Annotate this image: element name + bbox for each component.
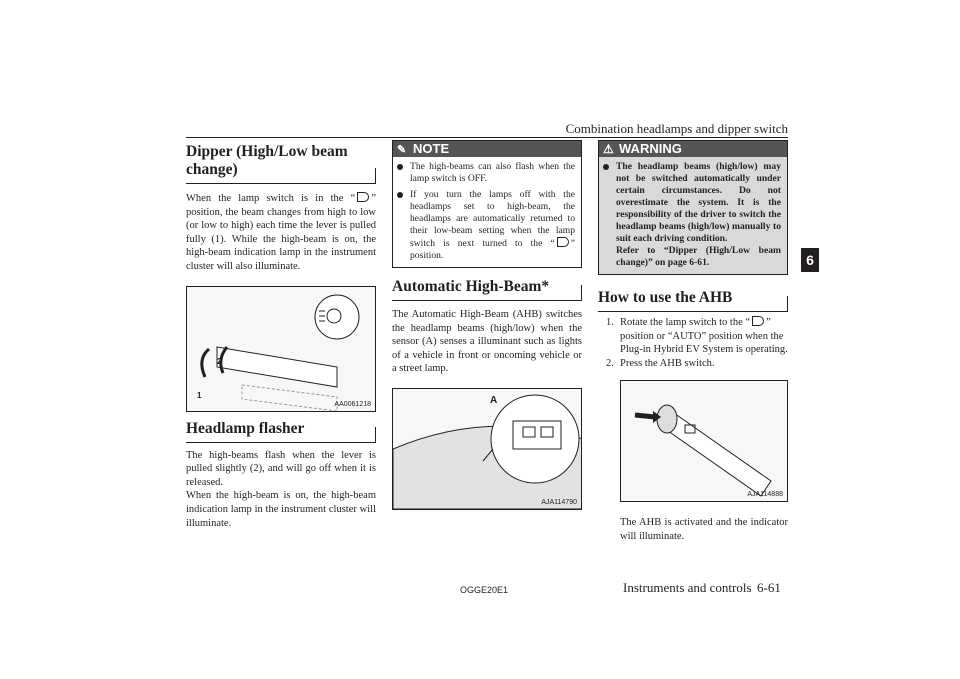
dipper-paragraph (186, 192, 376, 274)
sensor-label: A (490, 394, 498, 406)
column-1 (186, 140, 376, 530)
dipper-figure (186, 286, 376, 412)
headlamp-icon (557, 237, 569, 247)
flasher-paragraph-1: The high-beams flash when the lever is pulled slightly (2), and will go off when it is released. (186, 449, 376, 488)
howto-heading: How to use the AHB (598, 289, 788, 312)
figure-code: AJA114888 (747, 491, 783, 499)
column-2 (392, 140, 582, 510)
bullet-icon (397, 192, 403, 198)
note-header (393, 141, 581, 157)
note-icon: ✎ (397, 144, 407, 156)
figure-label-2: 2 (217, 356, 222, 366)
flasher-paragraph-2: When the high-beam is on, the high-beam indication lamp in the instrument cluster will illuminate. (186, 490, 376, 529)
warning-icon: ⚠ (603, 142, 614, 156)
note-item-2 (397, 189, 575, 262)
column-3 (598, 140, 788, 544)
note-item-1 (397, 161, 575, 185)
note-box (392, 140, 582, 268)
dipper-text-b: ” position, the beam changes from high to low (or low to high) each time the lever is pulled fully (1). While the high-beam is on, the high-beam indication lamp in the instrument cluster will also illuminate. (186, 193, 376, 272)
sensor-illustration (393, 389, 582, 509)
sensor-figure (392, 388, 582, 510)
chapter-tab: 6 (801, 248, 819, 272)
ahb-switch-illustration (621, 381, 787, 501)
step-1-text-b: ” position or “AUTO” position when the Plug-in Hybrid EV System is operating. (620, 317, 788, 356)
bullet-icon (397, 164, 403, 170)
note-item-1-text: The high-beams can also flash when the lamp switch is OFF. (410, 161, 575, 184)
step-2-text: Press the AHB switch. (620, 357, 715, 369)
warning-box (598, 140, 788, 275)
running-title: Combination headlamps and dipper switch (565, 121, 788, 136)
warning-header (599, 141, 787, 157)
note-item-2-text-a: If you turn the lamps off with the headlamps set to high-beam, the headlamps are automatically returned to their low-beam setting when the lamp switch is next turned to the “ (410, 189, 575, 249)
warning-text: The headlamp beams (high/low) may not be switched automatically under certain circumstances. Do not overestimate the system. It is the responsibility of the driver to switch the headlamp beams (high/low) manually to suit each driving condition. (616, 161, 781, 244)
headlamp-icon (752, 316, 764, 326)
warning-label: WARNING (619, 141, 682, 156)
ahb-paragraph: The Automatic High-Beam (AHB) switches the headlamp beams (high/low) when the sensor (A) senses a illuminant such as lights of a vehicle in front or oncoming vehicle or a street lamp. (392, 309, 582, 375)
note-item-2-text-b: ” position. (410, 238, 575, 261)
step-1-number: 1. (606, 317, 614, 328)
flasher-heading: Headlamp flasher (186, 420, 376, 443)
step-1 (598, 316, 788, 357)
headlamp-icon (357, 192, 369, 202)
ahb-heading: Automatic High-Beam* (392, 278, 582, 301)
dipper-heading: Dipper (High/Low beam change) (186, 143, 376, 184)
page-number: 6-61 (757, 580, 781, 595)
step-2 (598, 357, 788, 371)
dipper-text-a: When the lamp switch is in the “ (186, 193, 356, 204)
step-2-number: 2. (606, 357, 614, 369)
bullet-icon (603, 164, 609, 170)
ahb-switch-figure (620, 380, 788, 502)
note-label: NOTE (413, 141, 450, 156)
document-code: OGGE20E1 (460, 585, 509, 595)
lever-illustration (187, 287, 376, 411)
figure-label-1: 1 (197, 390, 202, 400)
warning-item (603, 161, 781, 269)
step-1-text-a: Rotate the lamp switch to the “ (620, 317, 751, 328)
figure-code: AJA114790 (541, 498, 577, 506)
header-rule (186, 137, 788, 138)
result-paragraph: The AHB is activated and the indicator will illuminate. (620, 517, 788, 542)
figure-code: AA0061218 (334, 400, 371, 408)
warning-reference: Refer to “Dipper (High/Low beam change)” on page 6-61. (616, 245, 781, 268)
section-name: Instruments and controls (623, 580, 752, 595)
